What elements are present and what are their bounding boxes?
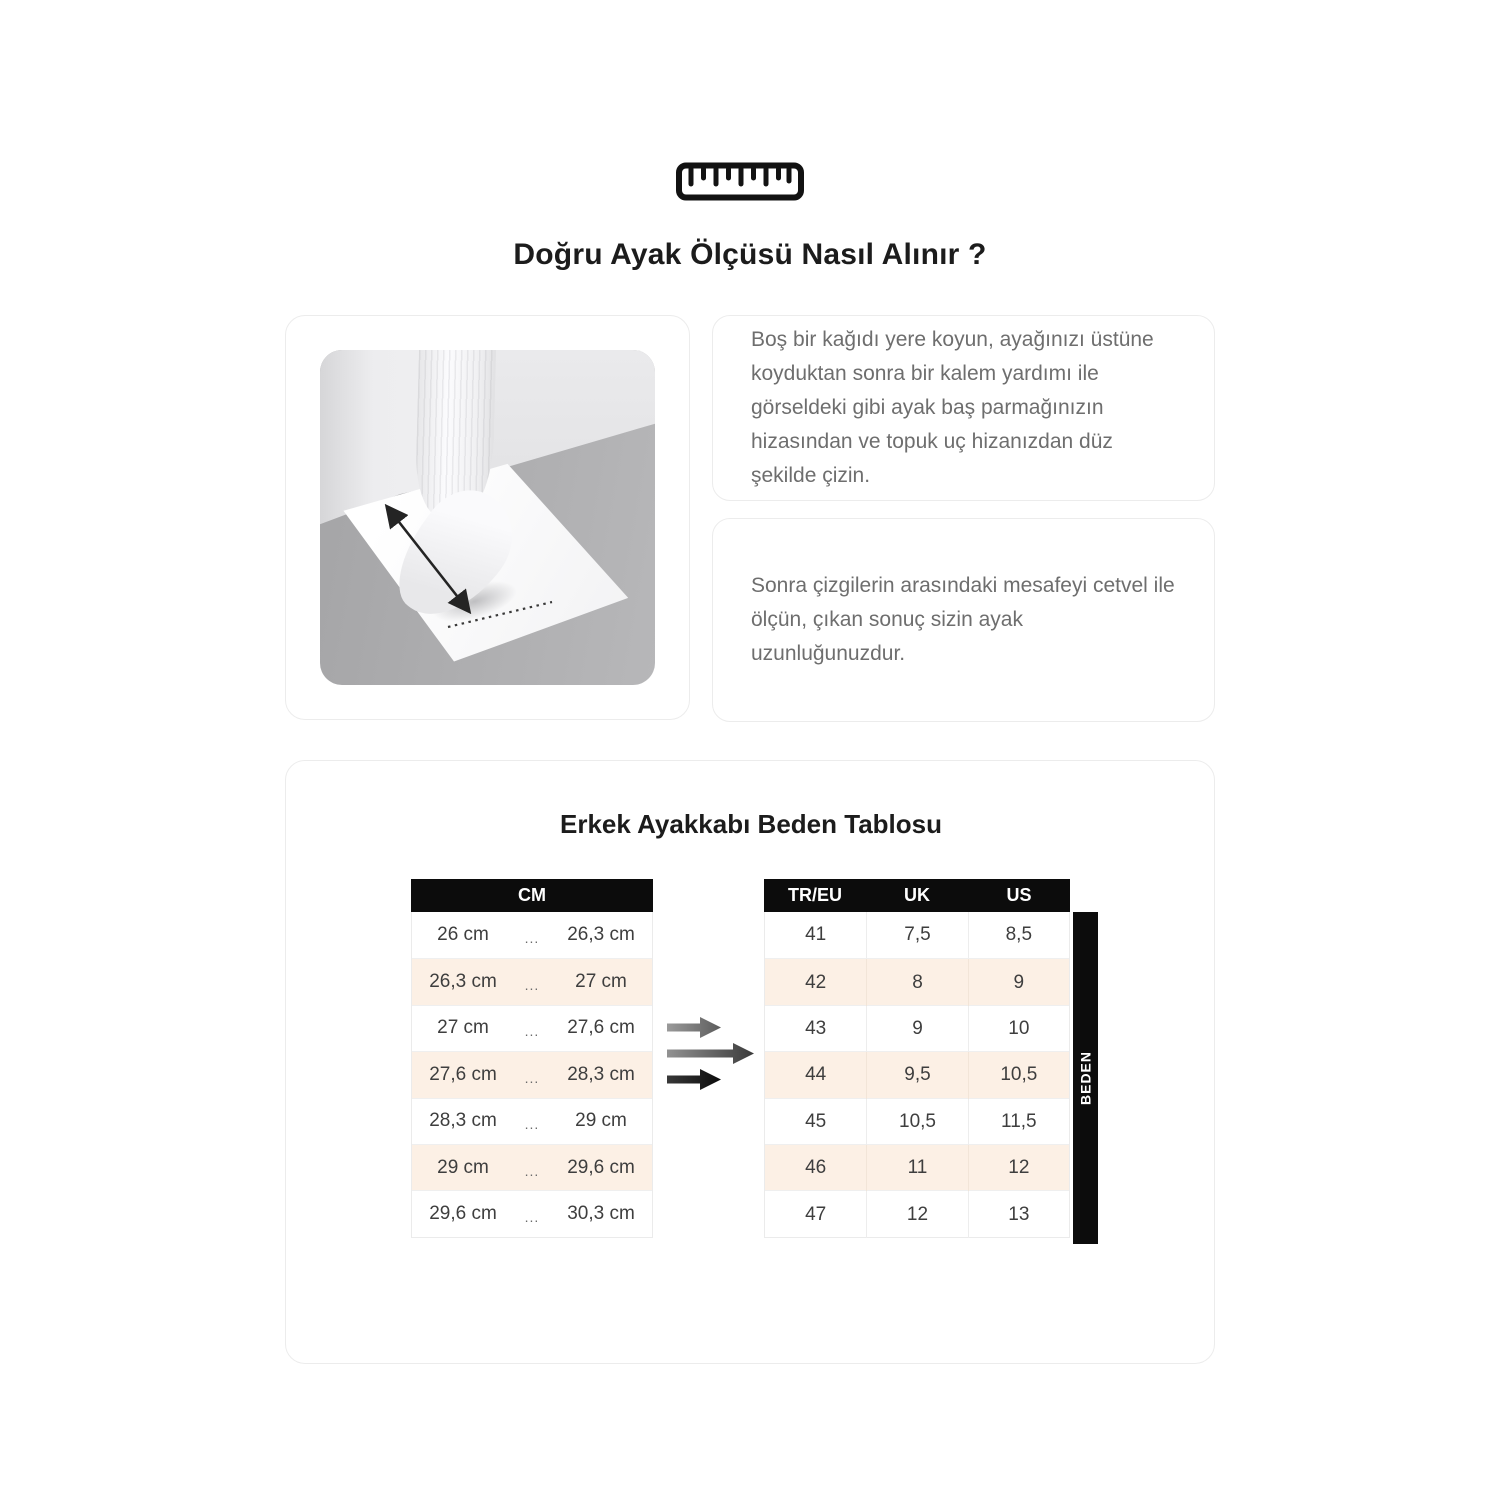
- table-row: [765, 1051, 1069, 1097]
- instruction-text-1: Boş bir kağıdı yere koyun, ayağınızı üstüne koyduktan sonra bir kalem yardımı ile görseldeki gibi ayak baş parmağınızın hizasından ve topuk uç hizanızdan düz şekilde çizin.: [751, 328, 1154, 487]
- size-value: 13: [968, 1191, 1069, 1237]
- size-value: 11,5: [968, 1099, 1069, 1145]
- size-value: 44: [805, 1064, 827, 1086]
- size-value: 45: [805, 1110, 827, 1132]
- cm-to: 27,6 cm: [567, 1017, 635, 1039]
- table-row: [765, 1190, 1069, 1236]
- cm-separator: ...: [524, 1023, 540, 1040]
- size-value: 47: [805, 1203, 827, 1225]
- cm-to: 27 cm: [575, 971, 627, 993]
- cm-separator: ...: [524, 1069, 540, 1086]
- length-measure-arrow: [388, 508, 468, 610]
- table-row: [765, 1098, 1069, 1144]
- size-value: 12: [968, 1145, 1069, 1191]
- foot-measurement-photo: [320, 350, 655, 685]
- size-value: 8,5: [968, 912, 1069, 958]
- size-value: 9: [866, 1006, 967, 1052]
- cm-to: 28,3 cm: [567, 1063, 635, 1085]
- table-row: [412, 1190, 652, 1236]
- size-conversion-arrows-icon: [664, 1013, 756, 1095]
- size-value: 43: [805, 1017, 827, 1039]
- table-row: [412, 1005, 652, 1051]
- cm-separator: ...: [524, 1209, 540, 1226]
- page-title: Doğru Ayak Ölçüsü Nasıl Alınır ?: [513, 238, 987, 271]
- size-value: 10: [968, 1006, 1069, 1052]
- size-value: 12: [866, 1191, 967, 1237]
- cm-from: 27 cm: [437, 1017, 489, 1039]
- size-table-header-row: [764, 879, 1070, 912]
- table-row: [412, 1144, 652, 1190]
- cm-to: 29 cm: [575, 1110, 627, 1132]
- cm-separator: ...: [524, 1162, 540, 1179]
- table-row: [412, 912, 652, 958]
- size-table-header: US: [968, 879, 1070, 912]
- size-value: 42: [805, 971, 827, 993]
- arrow-right-icon: [664, 1013, 756, 1095]
- table-row: [412, 1051, 652, 1097]
- table-row: [765, 1005, 1069, 1051]
- cm-from: 29 cm: [437, 1156, 489, 1178]
- cm-from: 28,3 cm: [429, 1110, 497, 1132]
- cm-range-table: [411, 879, 653, 1238]
- cm-separator: ...: [524, 930, 540, 947]
- size-value: 41: [805, 924, 827, 946]
- size-table-header: TR/EU: [764, 879, 866, 912]
- cm-to: 30,3 cm: [567, 1203, 635, 1225]
- cm-from: 26 cm: [437, 924, 489, 946]
- cm-table-header: CM: [411, 879, 653, 912]
- size-value: 10,5: [866, 1099, 967, 1145]
- cm-from: 27,6 cm: [429, 1063, 497, 1085]
- instruction-box-1: [712, 315, 1215, 501]
- cm-to: 26,3 cm: [567, 924, 635, 946]
- size-value: 9: [968, 959, 1069, 1005]
- shoe-size-table: [764, 879, 1070, 1238]
- size-chart-card: [285, 760, 1215, 1364]
- size-value: 46: [805, 1157, 827, 1179]
- cm-separator: ...: [524, 1116, 540, 1133]
- size-chart-title: Erkek Ayakkabı Beden Tablosu: [560, 809, 942, 839]
- cm-from: 29,6 cm: [429, 1203, 497, 1225]
- table-row: [412, 1098, 652, 1144]
- ruler-icon: [675, 161, 805, 202]
- instruction-text-2: Sonra çizgilerin arasındaki mesafeyi cetvel ile ölçün, çıkan sonuç sizin ayak uzunluğunuzdur.: [751, 574, 1175, 665]
- size-table-header: UK: [866, 879, 968, 912]
- cm-separator: ...: [524, 977, 540, 994]
- size-value: 8: [866, 959, 967, 1005]
- size-table-body: [764, 912, 1070, 1238]
- measurement-photo-card: [285, 315, 690, 720]
- table-row: [412, 958, 652, 1004]
- measure-arrow-overlay: [320, 350, 655, 685]
- cm-to: 29,6 cm: [567, 1156, 635, 1178]
- size-value: 11: [866, 1145, 967, 1191]
- size-value: 10,5: [968, 1052, 1069, 1098]
- beden-side-label: BEDEN: [1073, 912, 1098, 1244]
- size-value: 9,5: [866, 1052, 967, 1098]
- table-row: [765, 958, 1069, 1004]
- table-row: [765, 1144, 1069, 1190]
- table-row: [765, 912, 1069, 958]
- instruction-box-2: [712, 518, 1215, 722]
- cm-from: 26,3 cm: [429, 971, 497, 993]
- cm-table-body: [411, 912, 653, 1238]
- ruler-icon: [675, 161, 805, 202]
- size-value: 7,5: [866, 912, 967, 958]
